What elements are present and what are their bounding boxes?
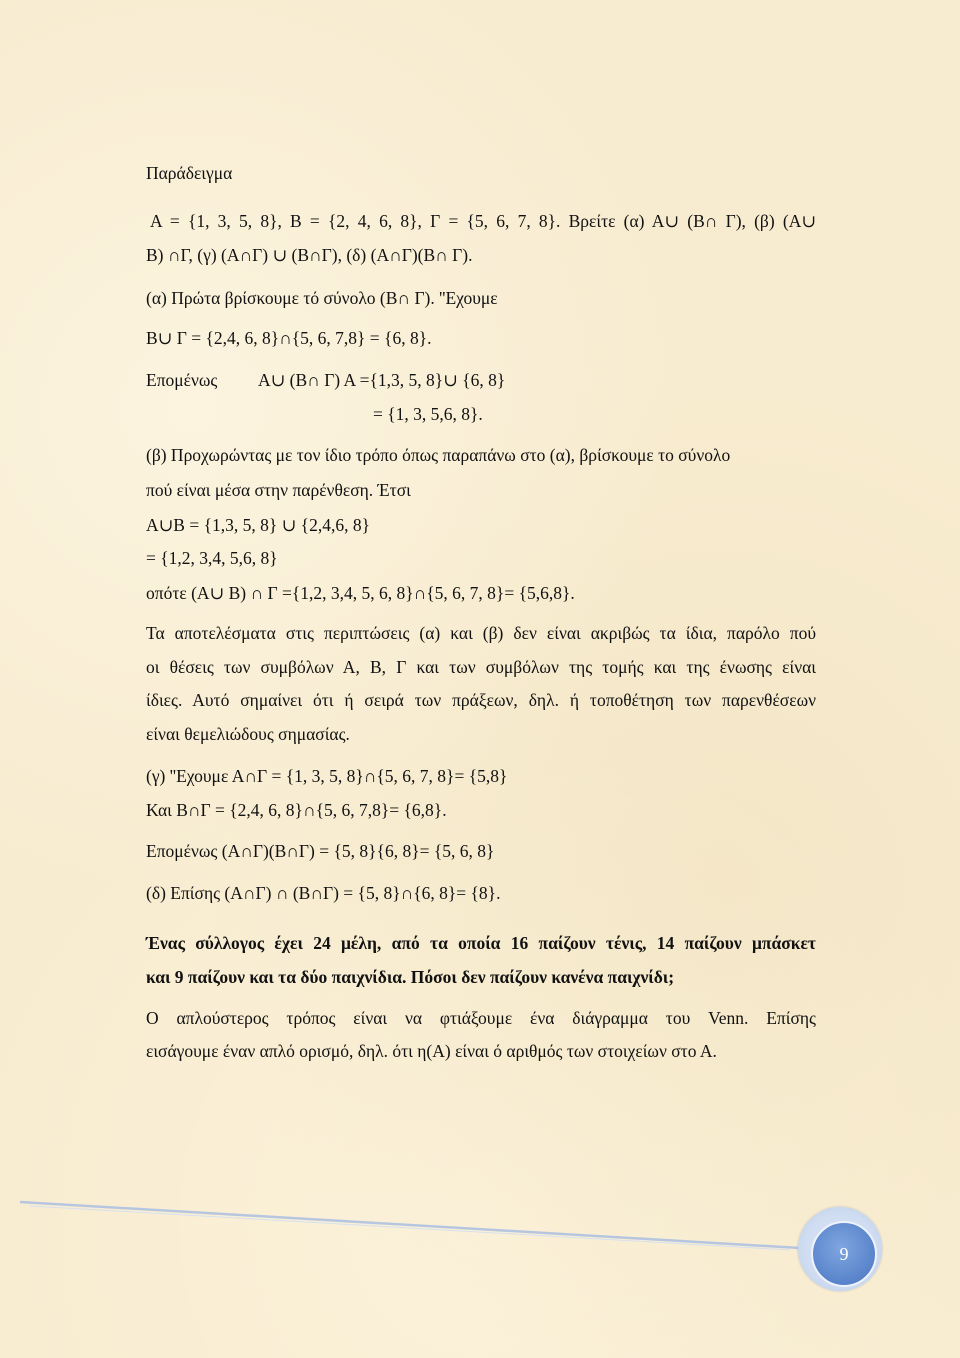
text-line-14: ίδιες. Αυτό σημαίνει ότι ή σειρά των πράξεων, δηλ. ή τοποθέτηση των παρενθέσεων	[146, 690, 816, 710]
text-line-7: (β) Προχωρώντας με τον ίδιο τρόπο όπως παραπάνω στο (α), βρίσκουμε το σύνολο	[146, 445, 731, 465]
text-line-3: (α) Πρώτα βρίσκουμε τό σύνολο (Β∩ Γ). ''Εχουμε	[146, 288, 498, 308]
text-line-8: πού είναι μέσα στην παρένθεση. Έτσι	[146, 480, 411, 500]
page-number-badge	[811, 1221, 877, 1287]
text-line-17: Και Β∩Γ = {2,4, 6, 8}∩{5, 6, 7,8}= {6,8}.	[146, 800, 447, 820]
text-line-23: εισάγουμε έναν απλό ορισμό, δηλ. ότι η(Α) είναι ό αριθμός των στοιχείων στο Α.	[146, 1041, 717, 1061]
page-number: 9	[839, 1243, 849, 1264]
text-line-11: οπότε (Α∪ Β) ∩ Γ ={1,2, 3,4, 5, 6, 8}∩{5, 6, 7, 8}= {5,6,8}.	[146, 583, 575, 603]
text-line-16: (γ) ''Εχουμε Α∩Γ = {1, 3, 5, 8}∩{5, 6, 7, 8}= {5,8}	[146, 766, 508, 786]
example-heading: Παράδειγμα	[146, 163, 233, 183]
text-line-13: οι θέσεις των συμβόλων Α, Β, Γ και των συμβόλων της τομής και της ένωσης είναι	[146, 657, 816, 677]
text-line-9: Α∪Β = {1,3, 5, 8} ∪ {2,4,6, 8}	[146, 515, 370, 535]
text-line-22: Ο απλούστερος τρόπος είναι να φτιάξουμε ένα διάγραμμα του Venn. Επίσης	[146, 1008, 816, 1028]
text-line-19: (δ) Επίσης (Α∩Γ) ∩ (Β∩Γ) = {5, 8}∩{6, 8}= {8}.	[146, 883, 501, 903]
text-line-5b: Α∪ (Β∩ Γ) Α ={1,3, 5, 8}∪ {6, 8}	[258, 370, 506, 390]
text-line-4: Β∪ Γ = {2,4, 6, 8}∩{5, 6, 7,8} = {6, 8}.	[146, 328, 432, 348]
text-line-2: Β) ∩Γ, (γ) (Α∩Γ) ∪ (Β∩Γ), (δ) (Α∩Γ)(Β∩ Γ).	[146, 245, 473, 265]
text-line-1: Α = {1, 3, 5, 8}, Β = {2, 4, 6, 8}, Γ = {5, 6, 7, 8}. Βρείτε (α) Α∪ (Β∩ Γ), (β) (Α∪	[150, 211, 816, 231]
text-line-18: Επομένως (Α∩Γ)(Β∩Γ) = {5, 8}{6, 8}= {5, 6, 8}	[146, 841, 495, 861]
text-line-10: = {1,2, 3,4, 5,6, 8}	[146, 548, 278, 568]
problem-line-2: και 9 παίζουν και τα δύο παιχνίδια. Πόσοι δεν παίζουν κανένα παιχνίδι;	[146, 967, 675, 987]
text-line-6: = {1, 3, 5,6, 8}.	[373, 404, 483, 424]
problem-line-1: Ένας σύλλογος έχει 24 μέλη, από τα οποία 16 παίζουν τένις, 14 παίζουν μπάσκετ	[146, 933, 816, 953]
text-line-12: Τα αποτελέσματα στις περιπτώσεις (α) και (β) δεν είναι ακριβώς τα ίδια, παρόλο πού	[146, 623, 816, 643]
text-line-5a: Επομένως	[146, 370, 218, 390]
text-line-15: είναι θεμελιώδους σημασίας.	[146, 724, 350, 744]
